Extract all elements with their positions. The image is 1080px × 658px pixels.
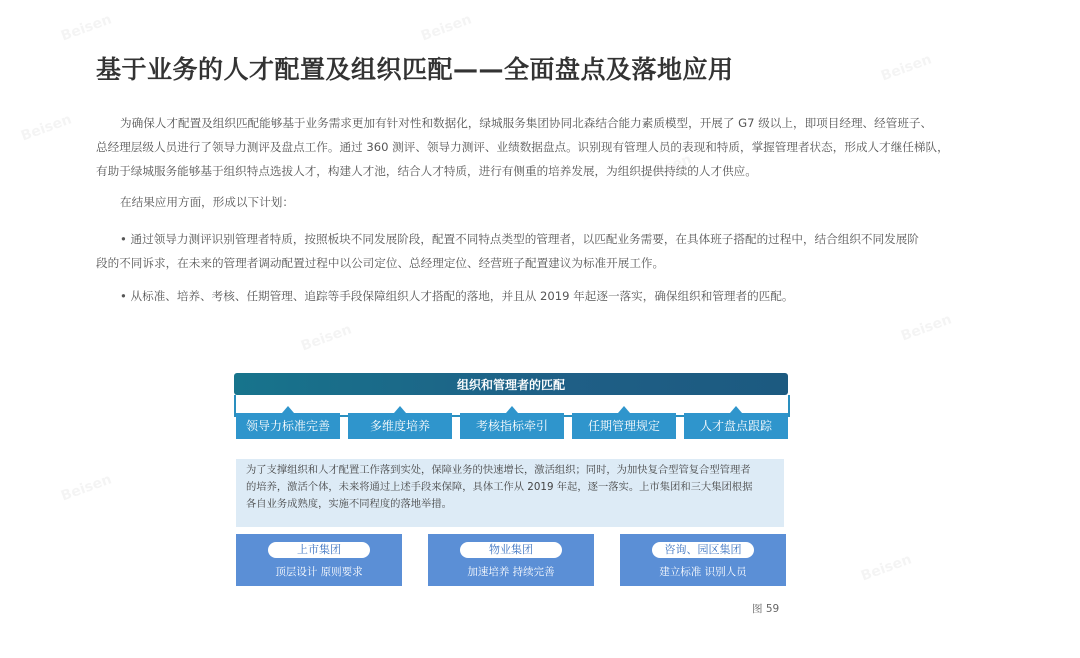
bullet-1-line-2: 段的不同诉求，在未来的管理者调动配置过程中以公司定位、总经理定位、经营班子配置建议为标准开展工作。 [96,256,665,270]
bullet-1-line-1: • 通过领导力测评识别管理者特质，按照板块不同发展阶段，配置不同特点类型的管理者，以匹配业务需要，在具体班子搭配的过程中，结合组织不同发展阶 [120,232,919,246]
group-card [428,534,594,586]
step-label: 人才盘点跟踪 [699,419,772,433]
diagram-banner-title: 组织和管理者的匹配 [456,378,565,392]
watermark [879,51,934,84]
intro-paragraph [96,111,956,183]
bullet-paragraph-2 [96,284,956,308]
step-box [348,413,452,439]
matching-diagram [234,373,788,593]
group-card-sub: 建立标准 识别人员 [659,566,747,578]
up-arrow-icon [282,406,294,413]
watermark [859,551,914,584]
figure-caption: 图 59 [752,603,780,615]
group-card-name: 咨询、园区集团 [652,542,754,558]
group-card-sub: 加速培养 持续完善 [467,566,555,578]
step-box [460,413,564,439]
group-card-sub: 顶层设计 原则要求 [275,566,363,578]
step-label: 任期管理规定 [587,419,660,433]
intro-line-2: 总经理层级人员进行了领导力测评及盘点工作。通过 360 测评、领导力测评、业绩数据盘点。识别现有管理人员的表现和特质，掌握管理者状态，形成人才继任梯队， [96,140,949,154]
group-card [236,534,402,586]
diagram-description [236,459,784,527]
intro-line-1: 为确保人才配置及组织匹配能够基于业务需求更加有针对性和数据化，绿城服务集团协同北森结合能力素质模型，开展了 G7 级以上，即项目经理、经管班子、 [120,116,933,130]
step-box [572,413,676,439]
bullet-paragraph-1 [96,227,956,275]
watermark [59,11,114,44]
description-line-1: 为了支撑组织和人才配置工作落到实处，保障业务的快速增长，激活组织；同时，为加快复合型管复合型管理者 [246,464,751,476]
step-box [236,413,340,439]
watermark [899,311,954,344]
step-row [236,413,788,439]
up-arrow-icon [730,406,742,413]
step-label: 考核指标牵引 [475,419,548,433]
step-label: 领导力标准完善 [245,419,330,433]
up-arrow-icon [394,406,406,413]
intro-line-3: 有助于绿城服务能够基于组织特点选拔人才，构建人才池，结合人才特质，进行有侧重的培养发展，为组织提供持续的人才供应。 [96,164,757,178]
step-box [684,413,788,439]
watermark [299,321,354,354]
group-card [620,534,786,586]
watermark [19,111,74,144]
description-line-3: 各自业务成熟度，实施不同程度的落地举措。 [246,498,452,510]
description-line-2: 的培养，激活个体，未来将通过上述手段来保障，具体工作从 2019 年起，逐一落实。上市集团和三大集团根据 [246,481,753,493]
watermark [59,471,114,504]
group-card-name: 物业集团 [460,542,562,558]
watermark [419,11,474,44]
results-intro [96,190,956,214]
page-title: 基于业务的人才配置及组织匹配——全面盘点及落地应用 [96,55,734,84]
group-card-name: 上市集团 [268,542,370,558]
results-intro-text: 在结果应用方面，形成以下计划： [120,195,294,209]
up-arrow-icon [506,406,518,413]
up-arrow-icon [618,406,630,413]
bullet-2-text: • 从标准、培养、考核、任期管理、追踪等手段保障组织人才搭配的落地，并且从 2019 年起逐一落实，确保组织和管理者的匹配。 [120,289,794,303]
step-label: 多维度培养 [369,419,430,433]
group-cards [236,534,788,586]
